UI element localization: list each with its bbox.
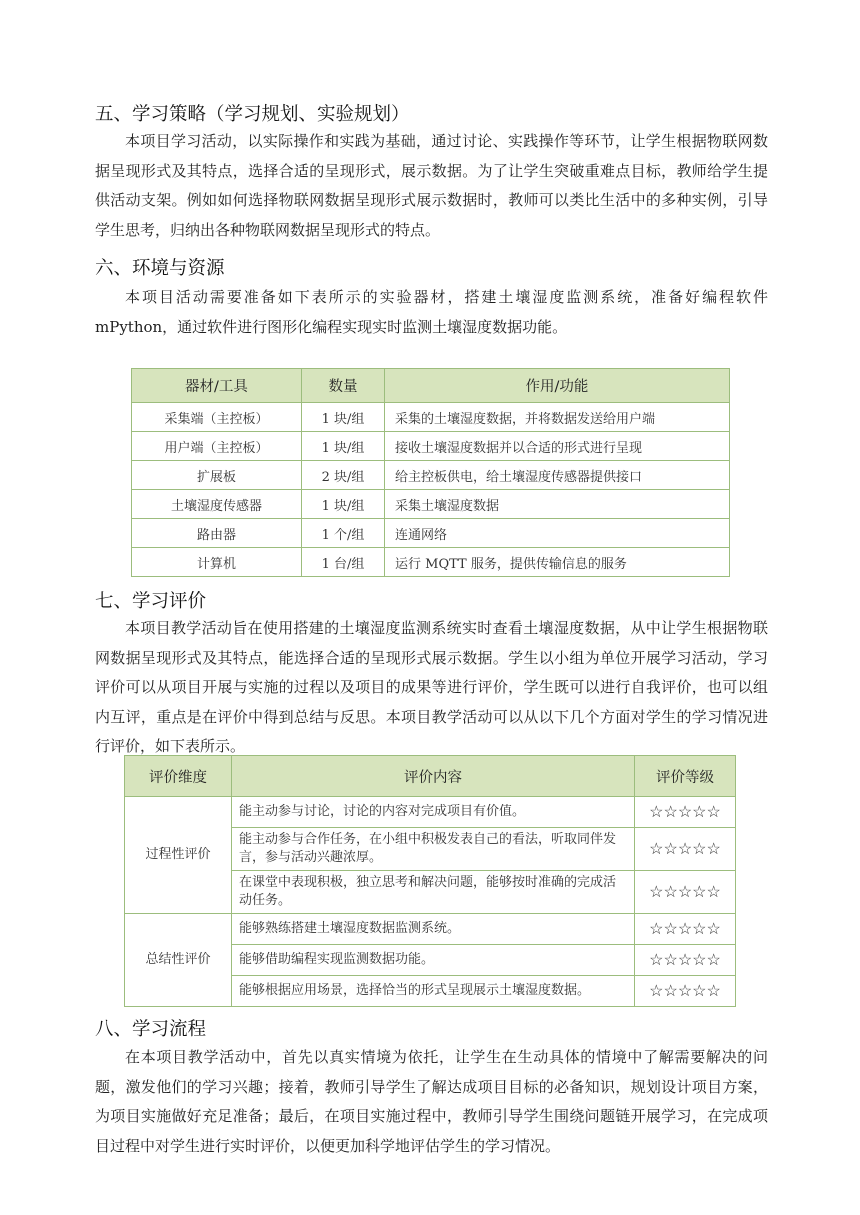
star-rating[interactable]: ☆☆☆☆☆ bbox=[635, 945, 736, 976]
header-quantity: 数量 bbox=[302, 369, 385, 403]
header-equipment: 器材/工具 bbox=[132, 369, 302, 403]
evaluation-content: 能够根据应用场景，选择恰当的形式呈现展示土壤湿度数据。 bbox=[232, 976, 635, 1007]
table-row bbox=[132, 432, 730, 461]
equipment-function: 采集的土壤湿度数据，并将数据发送给用户端 bbox=[385, 403, 730, 432]
evaluation-content: 能够熟练搭建土壤湿度数据监测系统。 bbox=[232, 914, 635, 945]
evaluation-content: 能主动参与讨论，讨论的内容对完成项目有价值。 bbox=[232, 797, 635, 828]
equipment-name: 计算机 bbox=[132, 548, 302, 577]
star-rating[interactable]: ☆☆☆☆☆ bbox=[635, 914, 736, 945]
paragraph-learning-strategy: 本项目学习活动，以实际操作和实践为基础，通过讨论、实践操作等环节，让学生根据物联网数据呈现形式及其特点，选择合适的呈现形式，展示数据。为了让学生突破重难点目标，教师给学生提供活动支架。例如如何选择物联网数据呈现形式展示数据时，教师可以类比生活中的多种实例，引导学生思考，归纳出各种物联网数据呈现形式的特点。 bbox=[95, 132, 768, 239]
table-header-row bbox=[125, 756, 736, 797]
table-row bbox=[132, 490, 730, 519]
dimension-process-evaluation: 过程性评价 bbox=[125, 797, 232, 914]
paragraph-learning-process: 在本项目教学活动中，首先以真实情境为依托，让学生在生动具体的情境中了解需要解决的问题，激发他们的学习兴趣；接着，教师引导学生了解达成项目目标的必备知识，规划设计项目方案，为项目实施做好充足准备；最后，在项目实施过程中，教师引导学生围绕问题链开展学习，在完成项目过程中对学生进行实时评价，以便更加科学地评估学生的学习情况。 bbox=[95, 1048, 768, 1155]
table-row bbox=[132, 403, 730, 432]
evaluation-content: 能够借助编程实现监测数据功能。 bbox=[232, 945, 635, 976]
equipment-function: 给主控板供电，给土壤湿度传感器提供接口 bbox=[385, 461, 730, 490]
equipment-name: 采集端（主控板） bbox=[132, 403, 302, 432]
evaluation-table bbox=[124, 755, 736, 1007]
star-rating[interactable]: ☆☆☆☆☆ bbox=[635, 797, 736, 828]
section-heading-environment-resources: 六、环境与资源 bbox=[95, 258, 225, 279]
section-heading-learning-strategy: 五、学习策略（学习规划、实验规划） bbox=[95, 104, 410, 125]
table-row bbox=[125, 914, 736, 945]
table-row bbox=[132, 461, 730, 490]
star-rating[interactable]: ☆☆☆☆☆ bbox=[635, 976, 736, 1007]
header-dimension: 评价维度 bbox=[125, 756, 232, 797]
paragraph-environment-resources: 本项目活动需要准备如下表所示的实验器材，搭建土壤湿度监测系统，准备好编程软件mPython，通过软件进行图形化编程实现实时监测土壤湿度数据功能。 bbox=[95, 288, 768, 336]
equipment-quantity: 1 块/组 bbox=[302, 490, 385, 519]
equipment-quantity: 1 个/组 bbox=[302, 519, 385, 548]
equipment-name: 用户端（主控板） bbox=[132, 432, 302, 461]
header-content: 评价内容 bbox=[232, 756, 635, 797]
table-row bbox=[132, 519, 730, 548]
equipment-name: 土壤湿度传感器 bbox=[132, 490, 302, 519]
equipment-function: 连通网络 bbox=[385, 519, 730, 548]
section-heading-learning-process: 八、学习流程 bbox=[95, 1019, 207, 1040]
table-header-row bbox=[132, 369, 730, 403]
evaluation-content: 在课堂中表现积极，独立思考和解决问题，能够按时准确的完成活动任务。 bbox=[232, 871, 635, 914]
header-function: 作用/功能 bbox=[385, 369, 730, 403]
equipment-function: 接收土壤湿度数据并以合适的形式进行呈现 bbox=[385, 432, 730, 461]
dimension-summative-evaluation: 总结性评价 bbox=[125, 914, 232, 1007]
header-rating: 评价等级 bbox=[635, 756, 736, 797]
equipment-function: 运行 MQTT 服务，提供传输信息的服务 bbox=[385, 548, 730, 577]
star-rating[interactable]: ☆☆☆☆☆ bbox=[635, 828, 736, 871]
equipment-quantity: 1 台/组 bbox=[302, 548, 385, 577]
section-heading-learning-evaluation: 七、学习评价 bbox=[95, 591, 207, 612]
equipment-name: 路由器 bbox=[132, 519, 302, 548]
paragraph-learning-evaluation: 本项目教学活动旨在使用搭建的土壤湿度监测系统实时查看土壤湿度数据，从中让学生根据物联网数据呈现形式及其特点，能选择合适的呈现形式展示数据。学生以小组为单位开展学习活动，学习评价可以从项目开展与实施的过程以及项目的成果等进行评价，学生既可以进行自我评价，也可以组内互评，重点是在评价中得到总结与反思。本项目教学活动可以从以下几个方面对学生的学习情况进行评价，如下表所示。 bbox=[95, 619, 768, 755]
equipment-quantity: 1 块/组 bbox=[302, 403, 385, 432]
evaluation-content: 能主动参与合作任务，在小组中积极发表自己的看法，听取同伴发言，参与活动兴趣浓厚。 bbox=[232, 828, 635, 871]
equipment-table bbox=[131, 368, 730, 577]
table-row bbox=[132, 548, 730, 577]
equipment-name: 扩展板 bbox=[132, 461, 302, 490]
star-rating[interactable]: ☆☆☆☆☆ bbox=[635, 871, 736, 914]
equipment-quantity: 1 块/组 bbox=[302, 432, 385, 461]
equipment-quantity: 2 块/组 bbox=[302, 461, 385, 490]
table-row bbox=[125, 797, 736, 828]
equipment-function: 采集土壤湿度数据 bbox=[385, 490, 730, 519]
